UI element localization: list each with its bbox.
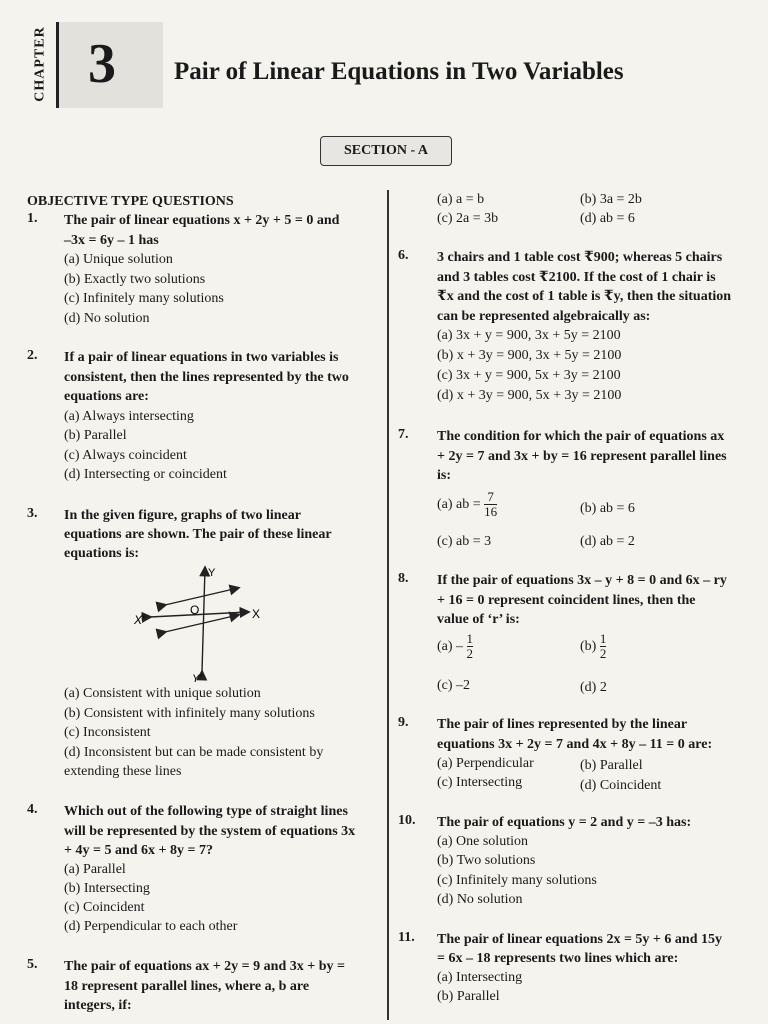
q1-option-c: (c) Infinitely many solutions (64, 291, 224, 306)
q4-line1: Which out of the following type of straight lines (64, 804, 348, 819)
q10-line1: The pair of equations y = 2 and y = –3 has: (437, 815, 692, 830)
q10-option-b: (b) Two solutions (437, 853, 536, 868)
q8-option-a: (a) – $\frac{1}{2}$ (437, 631, 474, 662)
q2-option-d: (d) Intersecting or coincident (64, 467, 227, 482)
chapter-number: 3 (88, 33, 116, 95)
q2-option-b: (b) Parallel (64, 428, 127, 443)
q8-line2: + 16 = 0 represent coincident lines, then the (437, 593, 696, 608)
q2-option-a: (a) Always intersecting (64, 409, 194, 424)
q6-option-c: (c) 3x + y = 900, 5x + 3y = 2100 (437, 368, 621, 383)
q1-option-d: (d) No solution (64, 311, 150, 326)
q10-option-c: (c) Infinitely many solutions (437, 873, 597, 888)
q7-option-a: (a) ab = $\frac{7}{16}$ (437, 489, 498, 520)
q5-line1: The pair of equations ax + 2y = 9 and 3x + by = (64, 959, 345, 974)
q8-line1: If the pair of equations 3x – y + 8 = 0 and 6x – ry (437, 573, 727, 588)
q8-line3: value of ‘r’ is: (437, 612, 520, 627)
q7-option-c: (c) ab = 3 (437, 534, 492, 549)
q4-line3: + 4y = 5 and 6x + 8y = 7? (64, 843, 213, 858)
q7-line2: + 2y = 7 and 3x + by = 16 represent parallel lines (437, 449, 727, 464)
q11-number: 11. (398, 930, 415, 945)
q5-option-c: (c) 2a = 3b (437, 211, 499, 226)
q6-line3: ₹x and the cost of 1 table is ₹y, then the situation (437, 289, 732, 304)
q8-option-d: (d) 2 (580, 680, 607, 695)
q4-line2: will be represented by the system of equations 3x (64, 824, 356, 839)
q11-option-a: (a) Intersecting (437, 970, 523, 985)
q11-line1: The pair of linear equations 2x = 5y + 6 and 15y (437, 932, 722, 947)
fig-x-label: X (252, 607, 261, 621)
q4-number: 4. (27, 802, 38, 817)
q5-line3: integers, if: (64, 998, 132, 1013)
q7-option-b: (b) ab = 6 (580, 501, 635, 516)
q11-line2: = 6x – 18 represents two lines which are: (437, 951, 679, 966)
q8-option-b: (b) $\frac{1}{2}$ (580, 631, 607, 662)
q5-option-a: (a) a = b (437, 192, 485, 207)
q10-option-a: (a) One solution (437, 834, 528, 849)
q8-option-c: (c) –2 (437, 678, 471, 693)
section-label: SECTION - A (320, 136, 452, 166)
q6-number: 6. (398, 248, 409, 263)
fig-y-label: Y (208, 567, 216, 579)
objective-heading: OBJECTIVE TYPE QUESTIONS (27, 194, 234, 209)
q9-option-b: (b) Parallel (580, 758, 643, 773)
q6-line1: 3 chairs and 1 table cost ₹900; whereas 5 chairs (437, 250, 723, 265)
q3-line3: equations is: (64, 546, 140, 561)
q6-option-d: (d) x + 3y = 900, 5x + 3y = 2100 (437, 388, 622, 403)
chapter-label: CHAPTER (33, 26, 49, 102)
q7-number: 7. (398, 427, 409, 442)
q3-option-d: (d) Inconsistent but can be made consistent by (64, 745, 324, 760)
q3-option-a: (a) Consistent with unique solution (64, 686, 261, 701)
q1-option-a: (a) Unique solution (64, 252, 173, 267)
q11-option-b: (b) Parallel (437, 989, 500, 1004)
fig-origin-label: O (190, 603, 200, 617)
q9-line2: equations 3x + 2y = 7 and 4x + 8y – 11 = 0 are: (437, 737, 713, 752)
q7-option-d: (d) ab = 2 (580, 534, 635, 549)
q2-option-c: (c) Always coincident (64, 448, 187, 463)
q4-option-b: (b) Intersecting (64, 881, 150, 896)
q10-number: 10. (398, 813, 416, 828)
fig-xprime-label: X' (134, 613, 145, 627)
q9-option-d: (d) Coincident (580, 778, 662, 793)
q4-option-d: (d) Perpendicular to each other (64, 919, 238, 934)
q10-option-d: (d) No solution (437, 892, 523, 907)
q5-option-b: (b) 3a = 2b (580, 192, 642, 207)
q3-number: 3. (27, 506, 38, 521)
q2-line3: equations are: (64, 389, 149, 404)
q4-option-a: (a) Parallel (64, 862, 126, 877)
q7-line1: The condition for which the pair of equations ax (437, 429, 725, 444)
chapter-title: Pair of Linear Equations in Two Variables (174, 58, 624, 85)
q2-line1: If a pair of linear equations in two variables is (64, 350, 339, 365)
q7-line3: is: (437, 468, 451, 483)
q9-option-a: (a) Perpendicular (437, 756, 534, 771)
q9-option-c: (c) Intersecting (437, 775, 523, 790)
q1-line1: The pair of linear equations x + 2y + 5 = 0 and (64, 213, 340, 228)
q3-option-c: (c) Inconsistent (64, 725, 151, 740)
q2-number: 2. (27, 348, 38, 363)
q6-option-b: (b) x + 3y = 900, 3x + 5y = 2100 (437, 348, 622, 363)
q3-line1: In the given figure, graphs of two linear (64, 508, 301, 523)
q3-option-b: (b) Consistent with infinitely many solutions (64, 706, 315, 721)
q3-line2: equations are shown. The pair of these linear (64, 527, 332, 542)
q6-line4: can be represented algebraically as: (437, 309, 651, 324)
q1-line2: –3x = 6y – 1 has (64, 233, 159, 248)
q6-option-a: (a) 3x + y = 900, 3x + 5y = 2100 (437, 328, 621, 343)
column-divider (387, 190, 389, 1020)
q8-number: 8. (398, 571, 409, 586)
q5-line2: 18 represent parallel lines, where a, b are (64, 979, 310, 994)
q3-graph-figure (130, 560, 280, 685)
q9-line1: The pair of lines represented by the linear (437, 717, 688, 732)
q5-option-d: (d) ab = 6 (580, 211, 635, 226)
q9-number: 9. (398, 715, 409, 730)
q6-line2: and 3 tables cost ₹2100. If the cost of 1 chair is (437, 270, 716, 285)
q5-number: 5. (27, 957, 38, 972)
q4-option-c: (c) Coincident (64, 900, 145, 915)
q3-option-d-cont: extending these lines (64, 764, 182, 779)
fig-yprime-label: Y' (192, 673, 202, 685)
q1-option-b: (b) Exactly two solutions (64, 272, 206, 287)
q1-number: 1. (27, 211, 38, 226)
q2-line2: consistent, then the lines represented by the two (64, 370, 349, 385)
